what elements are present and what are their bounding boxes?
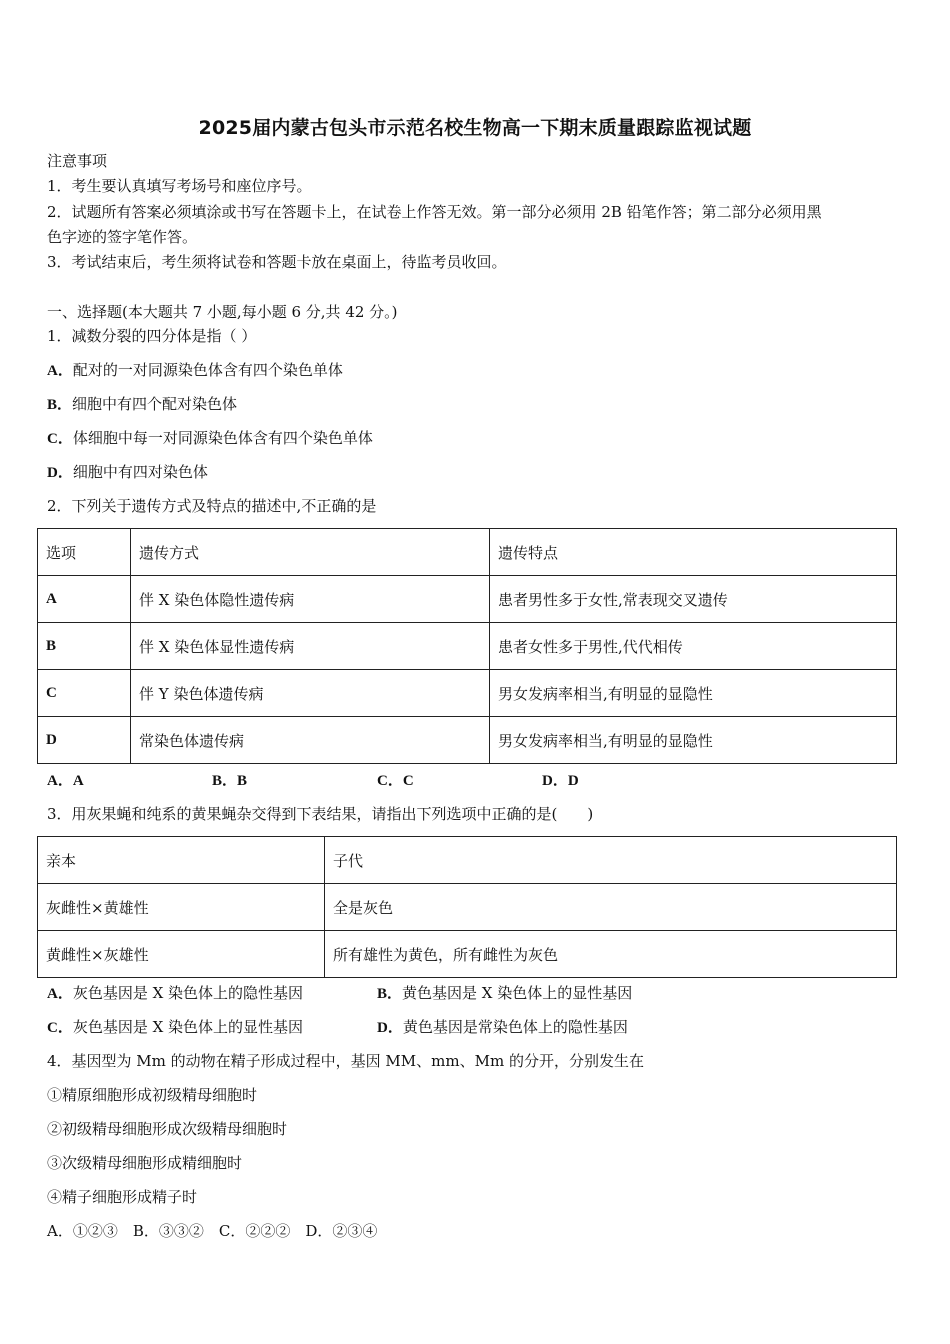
option-letter: D． (377, 1020, 403, 1036)
option-letter: C． (47, 1020, 73, 1036)
table-header-cell: 遗传特点 (490, 529, 897, 576)
table-cell: B (38, 623, 131, 670)
q3-option-b (377, 983, 632, 1004)
table-cell: D (38, 717, 131, 764)
option-letter: A． (47, 986, 73, 1002)
table-header-cell: 子代 (325, 837, 897, 884)
option-text: 灰色基因是 X 染色体上的显性基因 (72, 1018, 304, 1036)
table-cell: 患者男性多于女性,常表现交叉遗传 (490, 576, 897, 623)
table-header-cell: 选项 (38, 529, 131, 576)
option-text: 灰色基因是 X 染色体上的隐性基因 (72, 984, 304, 1002)
q4-stem: 4．基因型为 Mm 的动物在精子形成过程中，基因 MM、mm、Mm 的分开，分别发生在 (47, 1052, 644, 1070)
table-cell: C (38, 670, 131, 717)
q2-answer-d: D．D (542, 773, 579, 789)
table-header-cell: 亲本 (38, 837, 325, 884)
q2-answer-c: C．C (377, 773, 414, 789)
table-cell: 黄雌性×灰雄性 (38, 931, 325, 978)
q2-stem: 2．下列关于遗传方式及特点的描述中,不正确的是 (47, 497, 377, 515)
q4-item-4: ④精子细胞形成精子时 (47, 1188, 198, 1206)
table-header-row (38, 529, 897, 576)
table-cell: 伴 X 染色体显性遗传病 (131, 623, 490, 670)
q1-option-a (47, 360, 343, 381)
q3-table (37, 836, 897, 978)
notice-item-3: 3．考试结束后，考生须将试卷和答题卡放在桌面上，待监考员收回。 (47, 253, 507, 271)
table-row (38, 670, 897, 717)
q4-item-2: ②初级精母细胞形成次级精母细胞时 (47, 1120, 288, 1138)
table-row (38, 931, 897, 978)
option-letter: B． (47, 397, 73, 413)
q4-item-1: ①精原细胞形成初级精母细胞时 (47, 1086, 258, 1104)
table-row (38, 884, 897, 931)
option-text: 细胞中有四个配对染色体 (72, 395, 238, 413)
notice-item-2-line-2: 色字迹的签字笔作答。 (47, 228, 198, 246)
q3-option-a (47, 983, 303, 1004)
q2-answer-b: B．B (212, 773, 248, 789)
q1-stem: 1．减数分裂的四分体是指（ ） (47, 327, 257, 345)
table-cell: 患者女性多于男性,代代相传 (490, 623, 897, 670)
table-cell: 男女发病率相当,有明显的显隐性 (490, 717, 897, 764)
q4-answers: A．①②③ B．③③② C．②②② D．②③④ (47, 1222, 378, 1240)
option-text: 配对的一对同源染色体含有四个染色单体 (72, 361, 343, 379)
table-cell: 伴 X 染色体隐性遗传病 (131, 576, 490, 623)
notice-item-2-line-1: 2．试题所有答案必须填涂或书写在答题卡上，在试卷上作答无效。第一部分必须用 2B 铅笔作答；第二部分必须用黑 (47, 203, 822, 221)
table-cell: A (38, 576, 131, 623)
option-letter: D． (47, 465, 73, 481)
table-header-cell: 遗传方式 (131, 529, 490, 576)
option-text: 黄色基因是 X 染色体上的显性基因 (402, 984, 633, 1002)
table-header-row (38, 837, 897, 884)
option-letter: A． (47, 363, 73, 379)
table-cell: 常染色体遗传病 (131, 717, 490, 764)
table-cell: 灰雌性×黄雄性 (38, 884, 325, 931)
table-row (38, 623, 897, 670)
option-letter: C． (47, 431, 73, 447)
notice-item-1: 1．考生要认真填写考场号和座位序号。 (47, 177, 312, 195)
q1-option-b (47, 394, 237, 415)
table-cell: 全是灰色 (325, 884, 897, 931)
q2-answer-a: A．A (47, 773, 84, 789)
notice-heading: 注意事项 (47, 152, 108, 170)
option-text: 黄色基因是常染色体上的隐性基因 (402, 1018, 628, 1036)
option-text: 体细胞中每一对同源染色体含有四个染色单体 (72, 429, 373, 447)
table-row (38, 717, 897, 764)
q1-option-c (47, 428, 373, 449)
table-cell: 男女发病率相当,有明显的显隐性 (490, 670, 897, 717)
q3-option-d (377, 1017, 628, 1038)
table-row (38, 576, 897, 623)
q3-stem: 3．用灰果蝇和纯系的黄果蝇杂交得到下表结果，请指出下列选项中正确的是( ) (47, 805, 594, 823)
q2-table (37, 528, 897, 764)
exam-title: 2025届内蒙古包头市示范名校生物高一下期末质量跟踪监视试题 (198, 117, 752, 139)
table-cell: 所有雄性为黄色，所有雌性为灰色 (325, 931, 897, 978)
option-text: 细胞中有四对染色体 (72, 463, 208, 481)
q3-option-c (47, 1017, 303, 1038)
section-heading: 一、选择题(本大题共 7 小题,每小题 6 分,共 42 分。) (47, 303, 398, 321)
table-cell: 伴 Y 染色体遗传病 (131, 670, 490, 717)
q4-item-3: ③次级精母细胞形成精细胞时 (47, 1154, 243, 1172)
option-letter: B． (377, 986, 403, 1002)
q1-option-d (47, 462, 208, 483)
